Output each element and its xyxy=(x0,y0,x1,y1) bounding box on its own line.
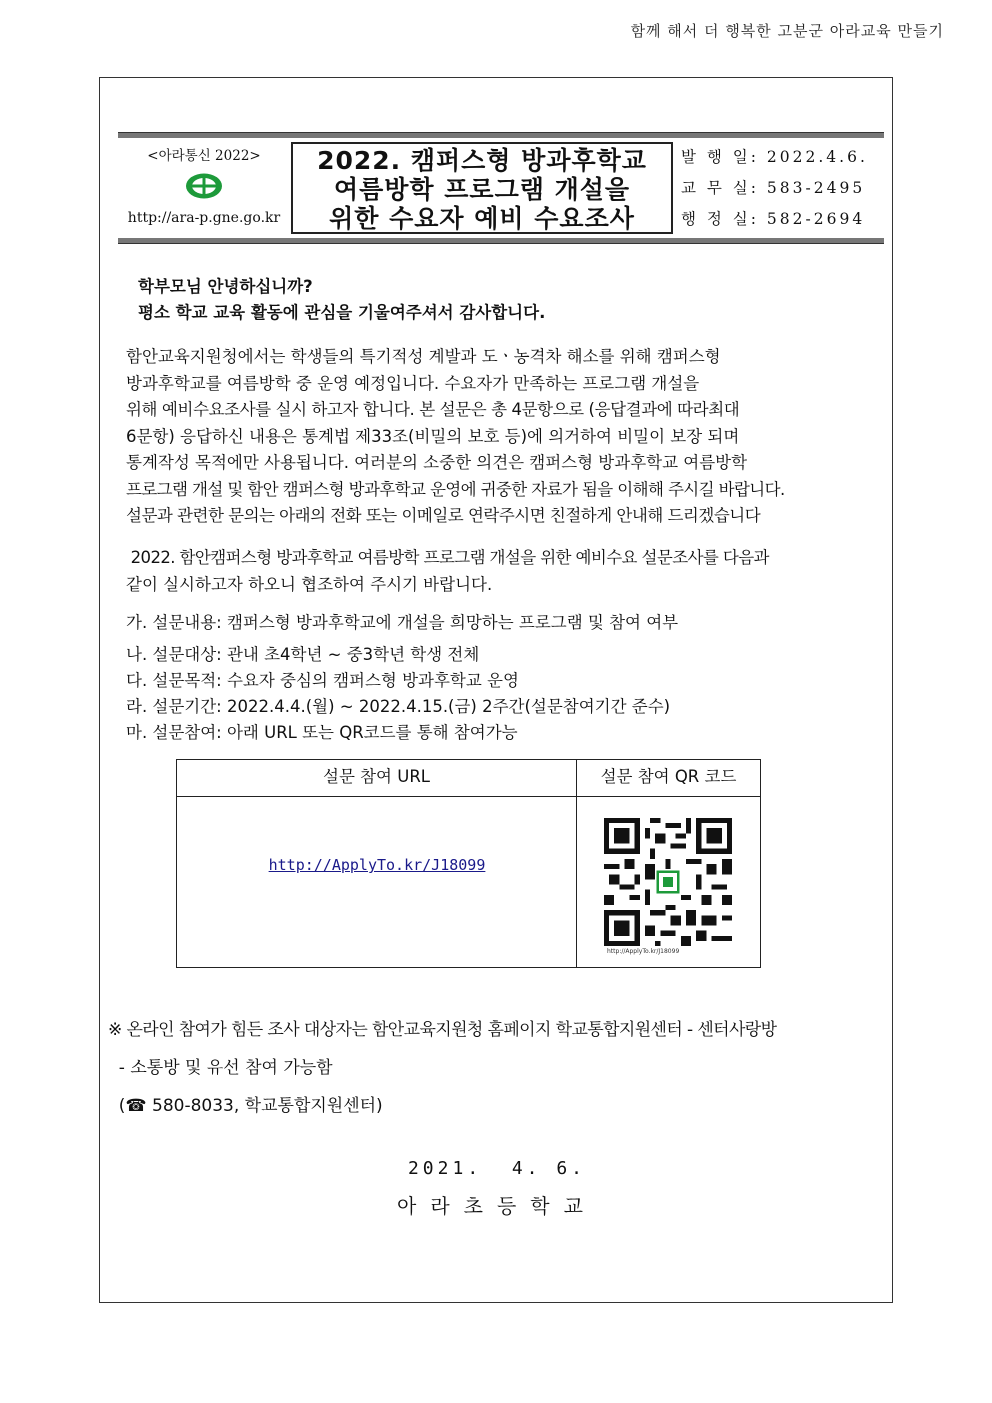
announce-paragraph xyxy=(126,544,886,598)
qr-column-header: 설문 참여 QR 코드 xyxy=(577,760,760,797)
newsletter-tag: <아라통신 2022> xyxy=(147,148,261,164)
intro-paragraph xyxy=(126,344,886,530)
survey-detail-item: 다. 설문목적: 수요자 중심의 캠퍼스형 방과후학교 운영 xyxy=(126,671,519,690)
notice-line: (☎ 580-8033, 학교통합지원센터) xyxy=(108,1096,383,1116)
url-column xyxy=(177,760,577,967)
publish-date: 발 행 일: 2022.4.6. xyxy=(681,148,868,166)
newsletter-title xyxy=(291,142,673,234)
notice-line: - 소통방 및 유선 참여 가능함 xyxy=(108,1058,333,1078)
intro-line: 위해 예비수요조사를 실시 하고자 합니다. 본 설문은 총 4문항으로 (응답결과에 따라최대 xyxy=(126,400,740,419)
document-date: 2021. 4. 6. xyxy=(407,1158,587,1179)
title-line: 2022. 캠퍼스형 방과후학교 xyxy=(317,146,647,175)
survey-detail-item: 라. 설문기간: 2022.4.4.(월) ~ 2022.4.15.(금) 2주간(설문참여기간 준수) xyxy=(126,697,671,716)
admin-office-phone: 행 정 실: 582-2694 xyxy=(681,210,866,228)
document-frame xyxy=(99,77,893,1303)
survey-details xyxy=(126,610,886,746)
announce-line: 같이 실시하고자 하오니 협조하여 주시기 바랍니다. xyxy=(126,575,493,594)
greeting xyxy=(138,274,898,326)
survey-participation-table xyxy=(176,759,761,968)
newsletter-header xyxy=(118,132,884,244)
header-top-rule xyxy=(118,132,884,138)
title-line: 여름방학 프로그램 개설을 xyxy=(333,175,631,204)
intro-line: 함안교육지원청에서는 학생들의 특기적성 계발과 도ㆍ농격차 해소를 위해 캠퍼스형 xyxy=(126,347,721,366)
intro-line: 방과후학교를 여름방학 중 운영 예정입니다. 수요자가 만족하는 프로그램 개설을 xyxy=(126,373,700,393)
qr-column xyxy=(577,760,760,967)
notice-line: ※ 온라인 참여가 힘든 조사 대상자는 함안교육지원청 홈페이지 학교통합지원센터 - 센터사랑방 xyxy=(108,1020,777,1040)
survey-detail-item: 마. 설문참여: 아래 URL 또는 QR코드를 통해 참여가능 xyxy=(126,723,518,742)
offline-notice xyxy=(108,1011,776,1125)
intro-line: 6문항) 응답하신 내용은 통계법 제33조(비밀의 보호 등)에 의거하여 비밀이 보장 되며 xyxy=(126,426,740,446)
survey-detail-item: 나. 설문대상: 관내 초4학년 ~ 중3학년 학생 전체 xyxy=(126,645,480,664)
qr-code-icon[interactable] xyxy=(604,818,732,946)
url-column-header: 설문 참여 URL xyxy=(177,760,576,797)
greeting-line: 평소 학교 교육 활동에 관심을 기울여주셔서 감사합니다. xyxy=(138,303,546,322)
school-logo-icon xyxy=(184,172,224,200)
intro-line: 통계작성 목적에만 사용됩니다. 여러분의 소중한 의견은 캠퍼스형 방과후학교 여름방학 xyxy=(126,453,748,472)
intro-line: 설문과 관련한 문의는 아래의 전화 또는 이메일로 연락주시면 친절하게 안내해 드리겠습니다 xyxy=(126,506,761,525)
header-left xyxy=(118,142,290,236)
survey-detail-item: 가. 설문내용: 캠퍼스형 방과후학교에 개설을 희망하는 프로그램 및 참여 여부 xyxy=(126,613,679,632)
title-line: 위한 수요자 예비 수요조사 xyxy=(329,204,635,233)
greeting-line: 학부모님 안녕하십니까? xyxy=(138,277,313,296)
academic-office-phone: 교 무 실: 583-2495 xyxy=(681,179,866,197)
school-name: 아라초등학교 xyxy=(397,1194,597,1218)
survey-url-link[interactable]: http://ApplyTo.kr/J18099 xyxy=(268,856,486,874)
announce-line: 2022. 함안캠퍼스형 방과후학교 여름방학 프로그램 개설을 위한 예비수요 설문조사를 다음과 xyxy=(126,548,769,567)
intro-line: 프로그램 개설 및 함안 캠퍼스형 방과후학교 운영에 귀중한 자료가 됨을 이해해 주시길 바랍니다. xyxy=(126,479,785,499)
header-bottom-rule xyxy=(118,238,884,244)
qr-caption: http://ApplyTo.kr/J18099 xyxy=(607,948,680,955)
header-info xyxy=(681,142,887,236)
site-url[interactable]: http://ara-p.gne.go.kr xyxy=(127,210,281,226)
slogan: 함께 해서 더 행복한 고분군 아라교육 만들기 xyxy=(630,22,944,40)
